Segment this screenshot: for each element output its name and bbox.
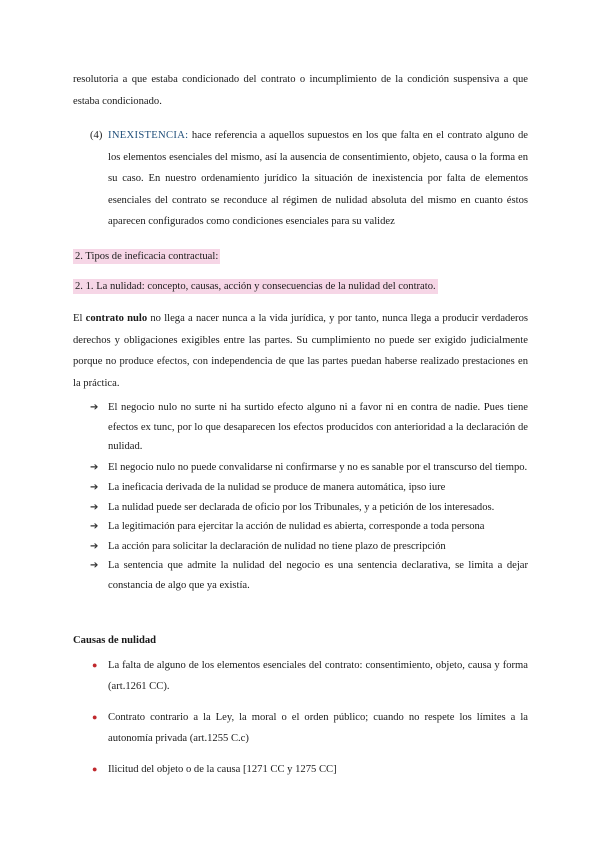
- inexistencia-text: hace referencia a aquellos supuestos en los que falta en el contrato alguno de los elementos esenciales del mismo, así la ausencia de consentimiento, objeto, causa o la forma en su caso. En nuestro ordenamiento jurídico la situación de inexistencia por falta de elementos esenciales del contrato se reconduce al régimen de nulidad absoluta del mismo en cuanto éstos aparecen configurados como condiciones esenciales para su validez: [108, 130, 528, 227]
- bullet-icon: ●: [92, 764, 98, 774]
- effects-list-item: ➔ La sentencia que admite la nulidad del negocio es una sentencia declarativa, se limita a dejar constancia de algo que ya existía.: [90, 556, 528, 595]
- causas-title: Causas de nulidad: [73, 635, 157, 646]
- arrow-icon: ➔: [90, 560, 99, 571]
- arrow-icon: ➔: [90, 521, 99, 532]
- nulo-pre: El: [73, 313, 86, 324]
- effects-list-item: ➔ El negocio nulo no puede convalidarse ni confirmarse y no es sanable por el transcurso del tiempo.: [90, 458, 528, 478]
- causas-heading: [73, 630, 528, 652]
- effects-list-item: ➔ La acción para solicitar la declaración de nulidad no tiene plazo de prescripción: [90, 537, 528, 557]
- bullet-icon: ●: [92, 660, 98, 670]
- effects-list-item: ➔ El negocio nulo no surte ni ha surtido efecto alguno ni a favor ni en contra de nadie. Pues tiene efectos ex tunc, por lo que desaparecen los efectos producidos con anterioridad a la declaración de nulidad.: [90, 398, 528, 457]
- nulo-post: no llega a nacer nunca a la vida jurídica, y por tanto, nunca llega a producir verdaderos derechos y obligaciones exigibles entre las partes. Su cumplimiento no puede ser exigido judicialmente porque no produce efectos, con independencia de que las partes puedan haberse realizado prestaciones en la práctica.: [73, 313, 528, 389]
- intro-paragraph: [73, 69, 528, 112]
- arrow-icon: ➔: [90, 461, 99, 473]
- causas-list-item: ● Contrato contrario a la Ley, la moral o el orden público; cuando no respete los límites a la autonomía privada (art.1255 C.c): [90, 707, 528, 749]
- heading-tipos-ineficacia: 2. Tipos de ineficacia contractual:: [75, 251, 219, 262]
- causas-list-item: ● Ilicitud del objeto o de la causa [1271 CC y 1275 CC]: [90, 759, 528, 780]
- arrow-icon: ➔: [90, 501, 99, 513]
- section-heading-2: [73, 246, 528, 268]
- section-heading-2-1: [73, 276, 528, 298]
- inexistencia-label: INEXISTENCIA:: [108, 130, 189, 141]
- arrow-icon: ➔: [90, 482, 99, 493]
- heading-nulidad: 2. 1. La nulidad: concepto, causas, acción y consecuencias de la nulidad del contrato.: [75, 281, 436, 292]
- inexistencia-item: [108, 125, 528, 233]
- causas-list: [90, 655, 528, 780]
- effects-list-item: ➔ La nulidad puede ser declarada de oficio por los Tribunales, y a petición de los interesados.: [90, 498, 528, 518]
- item-number: (4): [90, 130, 103, 141]
- causas-list-item: ● La falta de alguno de los elementos esenciales del contrato: consentimiento, objeto, causa y forma (art.1261 CC).: [90, 655, 528, 697]
- bullet-icon: ●: [92, 712, 98, 722]
- arrow-icon: ➔: [90, 540, 99, 552]
- effects-list-item: ➔ La legitimación para ejercitar la acción de nulidad es abierta, corresponde a toda persona: [90, 517, 528, 537]
- intro-text: resolutoria a que estaba condicionado del contrato o incumplimiento de la condición suspensiva a que estaba condicionado.: [73, 74, 528, 107]
- nulo-bold-term: contrato nulo: [85, 313, 148, 324]
- arrow-icon: ➔: [90, 402, 99, 413]
- nulo-paragraph: [73, 308, 528, 394]
- effects-list-item: ➔ La ineficacia derivada de la nulidad se produce de manera automática, ipso iure: [90, 478, 528, 498]
- effects-list: [90, 398, 528, 595]
